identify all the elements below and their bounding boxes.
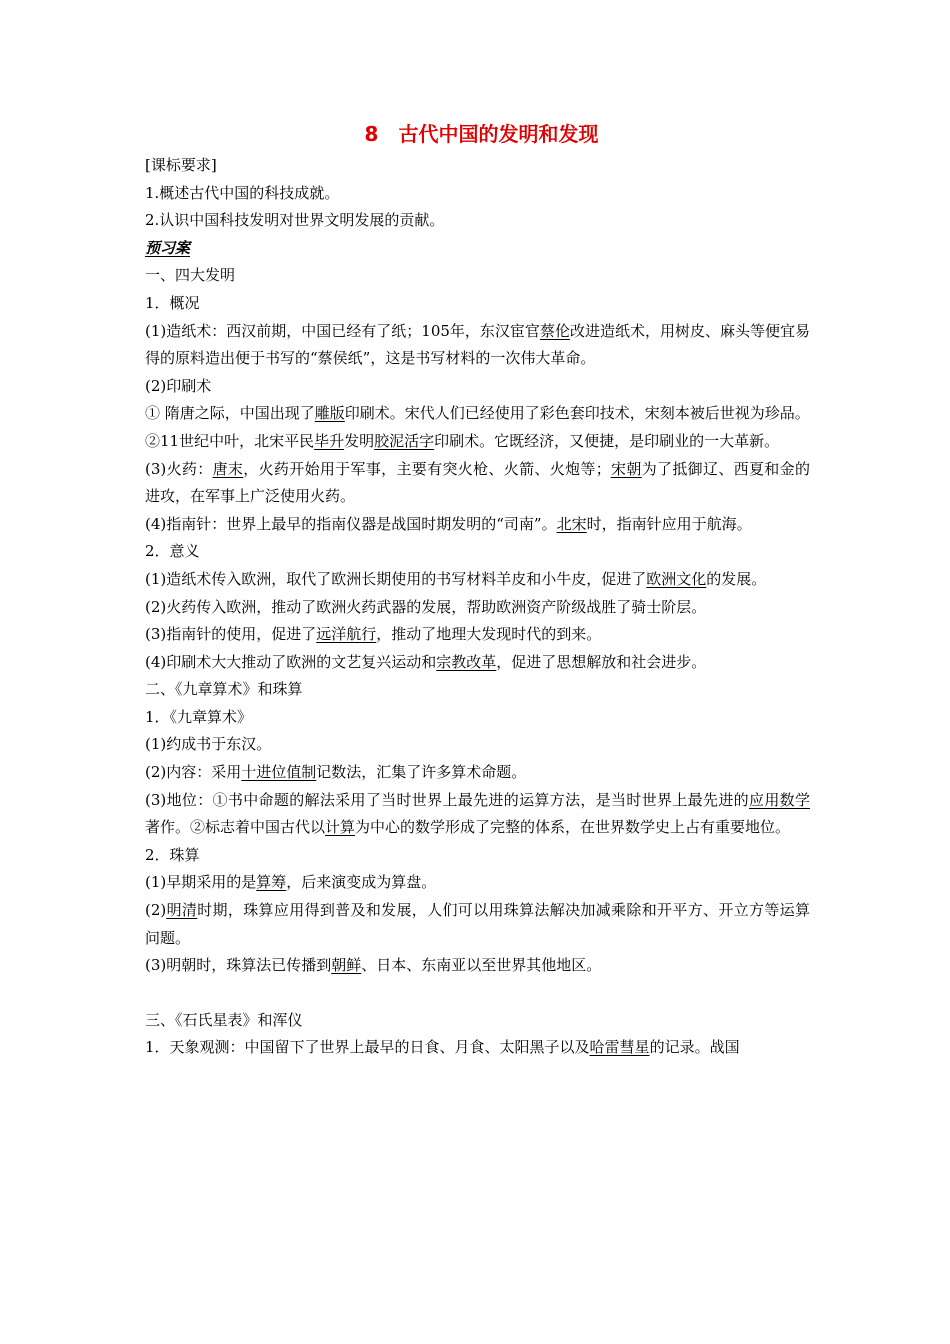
answer-blank: 北宋	[556, 514, 587, 533]
paragraph-abacus-3: (3)明朝时，珠算法已传播到朝鲜、日本、东南亚以至世界其他地区。	[145, 956, 602, 975]
subheading: 1．《九章算术》	[145, 707, 253, 726]
paragraph-print-1: ① 隋唐之际，中国出现了雕版印刷术。宋代人们已经使用了彩色套印技术，宋刻本被后世视为珍品。	[145, 404, 810, 423]
paragraph-print-2: ②11世纪中叶，北宋平民毕升发明胶泥活字印刷术。它既经济，又便捷，是印刷业的一大革新。	[145, 431, 780, 450]
paragraph-meaning-1: (1)造纸术传入欧洲，取代了欧洲长期使用的书写材料羊皮和小牛皮，促进了欧洲文化的发展。	[145, 569, 767, 588]
paragraph-meaning-3: (3)指南针的使用，促进了远洋航行，推动了地理大发现时代的到来。	[145, 625, 602, 644]
paragraph-math-1: (1)约成书于东汉。	[145, 735, 272, 754]
subheading: 2．珠算	[145, 845, 200, 864]
answer-blank: 远洋航行	[316, 625, 377, 644]
part-heading: 二、《九章算术》和珠算	[145, 680, 303, 699]
section-label: 预习案	[145, 238, 191, 257]
subheading: (2)印刷术	[145, 376, 212, 395]
paragraph-meaning-4: (4)印刷术大大推动了欧洲的文艺复兴运动和宗教改革，促进了思想解放和社会进步。	[145, 652, 707, 671]
answer-blank: 宋朝	[610, 459, 642, 478]
answer-blank: 欧洲文化	[646, 569, 707, 588]
paragraph-paper: (1)造纸术：西汉前期，中国已经有了纸；105年，东汉宦官蔡伦改进造纸术，用树皮、麻头等便宜易得的原料造出便于书写的“蔡侯纸”，这是书写材料的一次伟大革命。	[145, 321, 810, 368]
spacer	[145, 980, 810, 1007]
page-title: 8 古代中国的发明和发现	[364, 122, 599, 146]
answer-blank: 明清	[166, 901, 198, 920]
answer-blank: 唐末	[212, 459, 244, 478]
answer-blank: 宗教改革	[436, 652, 497, 671]
paragraph-math-3: (3)地位：①书中命题的解法采用了当时世界上最先进的运算方法，是当时世界上最先进的应用数学著作。②标志着中国古代以计算为中心的数学形成了完整的体系，在世界数学史上占有重要地位。	[145, 790, 810, 837]
requirement-item: 2.认识中国科技发明对世界文明发展的贡献。	[145, 211, 445, 230]
answer-blank: 胶泥活字	[374, 431, 435, 450]
paragraph-gunpowder: (3)火药：唐末，火药开始用于军事，主要有突火枪、火箭、火炮等；宋朝为了抵御辽、西夏和金的进攻，在军事上广泛使用火药。	[145, 459, 810, 506]
paragraph-math-2: (2)内容：采用十进位值制记数法，汇集了许多算术命题。	[145, 763, 527, 782]
answer-blank: 计算	[325, 818, 356, 837]
paragraph-astronomy-1: 1．天象观测：中国留下了世界上最早的日食、月食、太阳黑子以及哈雷彗星的记录。战国	[145, 1038, 740, 1057]
answer-blank: 十进位值制	[241, 763, 317, 782]
requirement-item: 1.概述古代中国的科技成就。	[145, 183, 340, 202]
answer-blank: 算筹	[256, 873, 287, 892]
paragraph-abacus-1: (1)早期采用的是算筹，后来演变成为算盘。	[145, 873, 437, 892]
answer-blank: 蔡伦	[539, 321, 570, 340]
answer-blank: 哈雷彗星	[589, 1038, 650, 1057]
part-heading: 三、《石氏星表》和浑仪	[145, 1010, 303, 1029]
paragraph-compass: (4)指南针：世界上最早的指南仪器是战国时期发明的“司南”。北宋时，指南针应用于航海。	[145, 514, 752, 533]
answer-blank: 毕升	[314, 431, 345, 450]
section-heading	[145, 235, 810, 263]
answer-blank: 应用数学	[749, 790, 810, 809]
paragraph-meaning-2: (2)火药传入欧洲，推动了欧洲火药武器的发展，帮助欧洲资产阶级战胜了骑士阶层。	[145, 597, 707, 616]
requirements-heading: [课标要求]	[145, 156, 217, 174]
paragraph-abacus-2: (2)明清时期，珠算应用得到普及和发展，人们可以用珠算法解决加减乘除和开平方、开立方等运算问题。	[145, 901, 810, 947]
subheading: 2．意义	[145, 542, 200, 561]
answer-blank: 朝鲜	[331, 956, 362, 975]
subheading: 1．概况	[145, 293, 200, 312]
answer-blank: 雕版	[314, 404, 345, 423]
document-page	[145, 118, 810, 1062]
part-heading: 一、四大发明	[145, 266, 236, 285]
